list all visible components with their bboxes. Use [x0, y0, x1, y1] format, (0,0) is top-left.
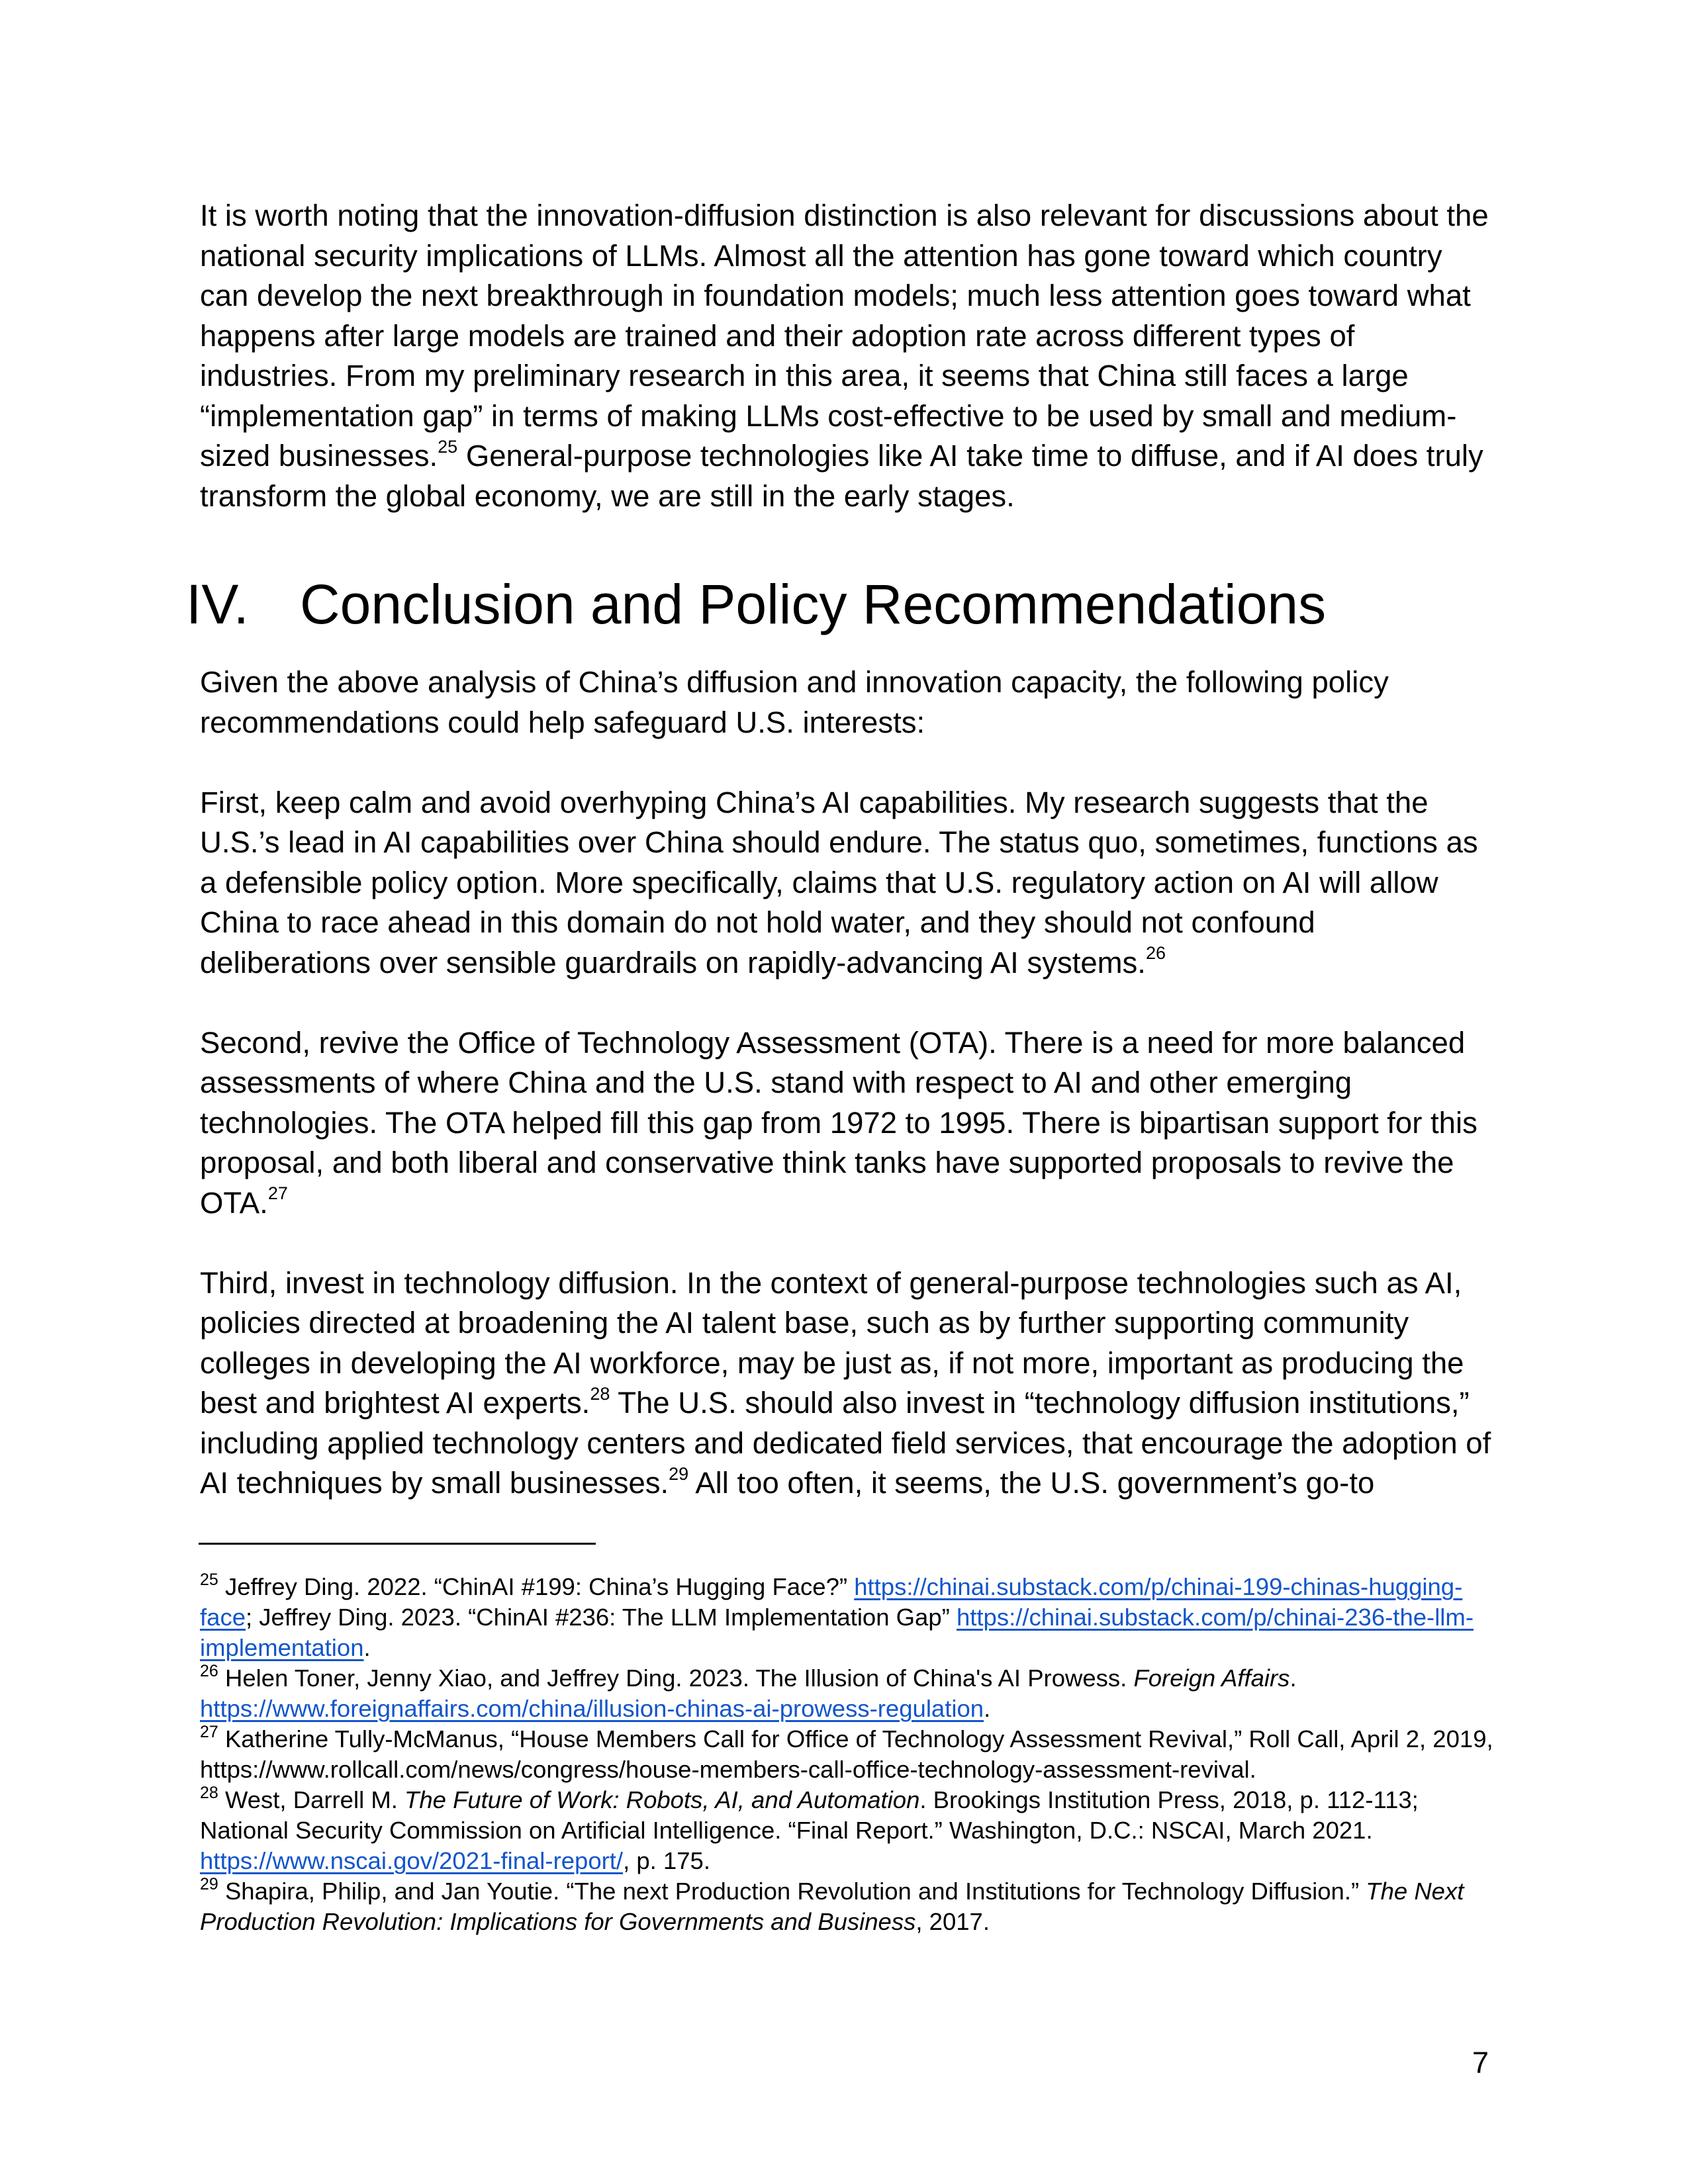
recommendations-block — [200, 662, 1492, 1504]
footnote-number: 27 — [200, 1722, 218, 1741]
intro-paragraph-text: It is worth noting that the innovation-diffusion distinction is also relevant for discussions about the national security implications of LLMs. Almost all the attention has gone toward which country can develop the next breakthrough in foundation models; much less attention goes toward what happens after large models are trained and their adoption rate across different types of industries. From my preliminary research in this area, it seems that China still faces a large “implementation gap” in terms of making LLMs cost-effective to be used by small and medium-sized businesses. — [200, 199, 1489, 473]
footnote-publication-title: The Next Production Revolution: Implications for Governments and Business — [200, 1878, 1464, 1935]
footnote-text: . — [363, 1634, 371, 1661]
intro-paragraph-block — [200, 196, 1492, 516]
section-title: Conclusion and Policy Recommendations — [300, 573, 1327, 635]
footnote-number: 28 — [200, 1783, 218, 1802]
lead-paragraph: Given the above analysis of China’s diffusion and innovation capacity, the following policy recommendations could help safeguard U.S. interests: — [200, 665, 1389, 739]
recommendation-second-text: Second, revive the Office of Technology Assessment (OTA). There is a need for more balanced assessments of where China and the U.S. stand with respect to AI and other emerging technologies. The OTA helped fill this gap from 1972 to 1995. There is bipartisan support for this proposal, and both liberal and conservative think tanks have supported proposals to revive the OTA. — [200, 1025, 1477, 1220]
footnote-link[interactable]: https://chinai.substack.com/p/chinai-199-chinas-hugging-face — [200, 1573, 1463, 1631]
footnote-link[interactable]: https://chinai.substack.com/p/chinai-236-the-llm-implementation — [200, 1604, 1474, 1661]
intro-paragraph-text-cont: General-purpose technologies like AI take time to diffuse, and if AI does truly transform the global economy, we are still in the early stages. — [200, 439, 1483, 513]
footnote-ref-28[interactable]: 28 — [590, 1383, 610, 1404]
footnote-text: , p. 175. — [623, 1847, 710, 1874]
recommendation-second — [200, 1023, 1492, 1224]
recommendation-first-text: First, keep calm and avoid overhyping China’s AI capabilities. My research suggests that the U.S.’s lead in AI capabilities over China should endure. The status quo, sometimes, functions as a defensible policy option. More specifically, claims that U.S. regulatory action on AI will allow China to race ahead in this domain do not hold water, and they should not confound deliberations over sensible guardrails on rapidly-advancing AI systems. — [200, 785, 1478, 979]
footnote-text: . — [984, 1695, 991, 1722]
footnote-number: 26 — [200, 1661, 218, 1680]
recommendation-first — [200, 783, 1492, 983]
footnote-link[interactable]: https://www.foreignaffairs.com/china/illusion-chinas-ai-prowess-regulation — [200, 1695, 984, 1722]
recommendation-third-text-cont: The U.S. should also invest in “technology diffusion institutions,” including applied technology centers and dedicated field services, that encourage the adoption of AI techniques by small businesses. — [200, 1386, 1491, 1500]
footnote-link[interactable]: https://www.nscai.gov/2021-final-report/ — [200, 1847, 624, 1874]
footnote-ref-25[interactable]: 25 — [438, 436, 458, 457]
footnote-separator — [199, 1543, 596, 1545]
section-number: IV. — [186, 573, 249, 635]
footnote-text: , 2017. — [915, 1908, 990, 1935]
recommendation-third — [200, 1263, 1492, 1504]
paragraph-gap — [200, 1223, 1492, 1263]
page-number: 7 — [1472, 2046, 1489, 2079]
recommendation-third-text: Third, invest in technology diffusion. In the context of general-purpose technologies such as AI, policies directed at broadening the AI talent base, such as by further supporting community colleges in developing the AI workforce, may be just as, if not more, important as producing the best and brightest AI experts. — [200, 1265, 1464, 1420]
footnote-text: Helen Toner, Jenny Xiao, and Jeffrey Ding. 2023. The Illusion of China's AI Prowess. — [218, 1664, 1134, 1692]
paragraph-gap — [200, 743, 1492, 783]
footnote-ref-27[interactable]: 27 — [267, 1183, 288, 1204]
footnote-ref-29[interactable]: 29 — [669, 1463, 689, 1484]
footnote-number: 29 — [200, 1874, 218, 1893]
footnote-26 — [200, 1663, 1497, 1724]
footnote-text: Katherine Tully-McManus, “House Members Call for Office of Technology Assessment Revival,” Roll Call, April 2, 2019, https://www.rollcall.com/news/congress/house-members-call-office-technology-assessment-revival. — [200, 1725, 1493, 1783]
footnote-ref-26[interactable]: 26 — [1145, 943, 1166, 964]
footnote-text: Shapira, Philip, and Jan Youtie. “The next Production Revolution and Institutions for Technology Diffusion.” — [218, 1878, 1366, 1905]
footnote-29 — [200, 1876, 1497, 1937]
intro-paragraph — [200, 196, 1492, 516]
footnote-28 — [200, 1785, 1497, 1876]
footnote-27 — [200, 1724, 1497, 1785]
footnote-text: West, Darrell M. — [218, 1786, 405, 1813]
footnote-25 — [200, 1572, 1497, 1663]
footnotes — [200, 1572, 1497, 1937]
footnote-number: 25 — [200, 1570, 218, 1589]
footnote-publication-title: The Future of Work: Robots, AI, and Automation — [404, 1786, 920, 1813]
recommendation-third-text-end: All too often, it seems, the U.S. government’s go-to — [688, 1466, 1375, 1500]
section-heading — [186, 568, 1326, 641]
footnote-text: . — [1289, 1664, 1297, 1692]
footnote-publication-title: Foreign Affairs — [1133, 1664, 1290, 1692]
paragraph-gap — [200, 983, 1492, 1023]
footnote-text: . Brookings Institution Press, 2018, p. 112-113; National Security Commission on Artificial Intelligence. “Final Report.” Washington, D.C.: NSCAI, March 2021. — [200, 1786, 1419, 1844]
footnote-text: Jeffrey Ding. 2022. “ChinAI #199: China’s Hugging Face?” — [218, 1573, 855, 1600]
footnote-text: ; Jeffrey Ding. 2023. “ChinAI #236: The LLM Implementation Gap” — [246, 1604, 957, 1631]
